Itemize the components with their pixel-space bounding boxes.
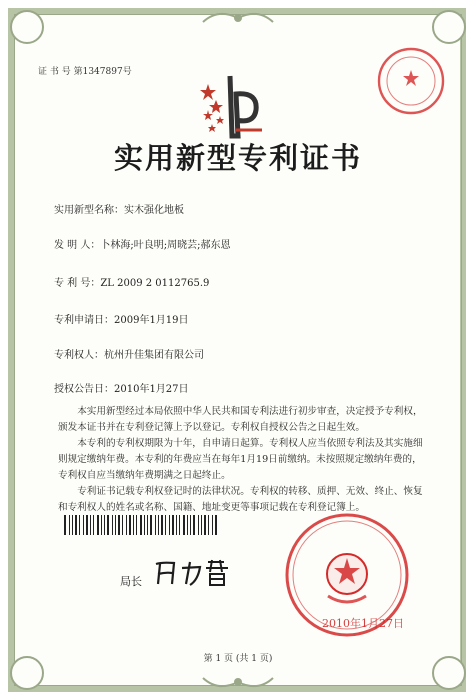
field-label: 发 明 人 [54, 240, 91, 251]
barcode-bar [79, 515, 80, 535]
barcode-bar [204, 515, 206, 535]
field-utility-model-name: 实用新型名称：实木强化地板 [54, 201, 184, 216]
barcode-bar [161, 515, 163, 535]
barcode-bar [183, 515, 185, 535]
barcode-bar [150, 515, 152, 535]
barcode-bar [86, 515, 88, 535]
barcode-bar [97, 515, 99, 535]
barcode-bar [198, 515, 199, 535]
bottom-ornament-icon [198, 672, 278, 692]
barcode-bar [208, 515, 209, 535]
barcode-bar [69, 515, 70, 535]
field-label: 专 利 号 [54, 278, 91, 289]
paragraph-term-and-fees: 本专利的专利权期限为十年，自申请日起算。专利权人应当依照专利法及其实施细则规定缴纳年费。本专利的年费应当在每年1月19日前缴纳。未按照规定缴纳年费的，专利权自应当缴纳年费期满之日起终止。 [58, 438, 423, 481]
barcode-bar [215, 515, 217, 535]
field-value: 实木强化地板 [124, 205, 184, 216]
barcode-bar [176, 515, 177, 535]
barcode-bar [179, 515, 180, 535]
corner-ornament-top-right [432, 10, 466, 44]
barcode-bar [104, 515, 105, 535]
barcode-bar [169, 515, 170, 535]
barcode-bar [165, 515, 166, 535]
field-grant-announcement-date: 授权公告日：2010年1月27日 [54, 380, 189, 395]
certified-copy-seal-icon [376, 46, 446, 116]
barcode-bar [64, 515, 66, 535]
field-label: 授权公告日 [54, 384, 104, 395]
field-value: ZL 2009 2 0112765.9 [100, 278, 210, 289]
field-value: 2009年1月19日 [114, 315, 189, 326]
field-application-date: 专利申请日：2009年1月19日 [54, 311, 189, 326]
field-inventors: 发 明 人：卜林海;叶良明;周晓芸;郝东恩 [54, 236, 230, 251]
barcode-bar [147, 515, 148, 535]
barcode-bar [187, 515, 188, 535]
barcode-bar [101, 515, 102, 535]
chief-title: 局长 [120, 575, 142, 588]
field-label: 专利申请日 [54, 315, 104, 326]
certificate-number-label: 证 书 号 [38, 67, 71, 77]
field-patentee: 专利权人：杭州升佳集团有限公司 [54, 346, 204, 361]
barcode-bar [107, 515, 109, 535]
barcode-bar [75, 515, 77, 535]
barcode-bar [115, 515, 116, 535]
barcode-image [62, 513, 222, 537]
certificate-number-value: 第1347897号 [73, 67, 132, 77]
barcode-bar [90, 515, 91, 535]
top-ornament-icon [198, 8, 278, 28]
barcode-bar [72, 515, 73, 535]
field-value: 2010年1月27日 [114, 384, 189, 395]
barcode-bar [212, 515, 213, 535]
field-patent-number: 专 利 号：ZL 2009 2 0112765.9 [54, 274, 209, 289]
barcode-bar [172, 515, 174, 535]
barcode-bar [126, 515, 127, 535]
field-value: 卜林海;叶良明;周晓芸;郝东恩 [100, 240, 231, 251]
paragraph-legal-status: 专利证书记载专利权登记时的法律状况。专利权的转移、质押、无效、终止、恢复和专利权人的姓名或名称、国籍、地址变更等事项记载在专利登记簿上。 [58, 486, 423, 513]
patent-office-emblem-icon [196, 64, 278, 146]
barcode-bar [136, 515, 137, 535]
barcode-bar [93, 515, 94, 535]
barcode-bar [112, 515, 113, 535]
barcode-bar [193, 515, 195, 535]
barcode-bar [201, 515, 202, 535]
field-label: 实用新型名称 [54, 205, 114, 216]
barcode-bar [83, 515, 84, 535]
paragraph-grant-decision: 本实用新型经过本局依照中华人民共和国专利法进行初步审查，决定授予专利权，颁发本证书并在专利登记簿上予以登记。专利权自授权公告之日起生效。 [58, 406, 423, 433]
barcode-bar [133, 515, 134, 535]
director-signature-icon [152, 558, 234, 588]
corner-ornament-top-left [10, 10, 44, 44]
page-indicator: 第 1 页 (共 1 页) [203, 654, 273, 664]
certificate-title: 实用新型专利证书 [113, 141, 362, 175]
barcode-bar [118, 515, 120, 535]
field-value: 杭州升佳集团有限公司 [104, 350, 204, 361]
issue-date: 2010年1月27日 [322, 617, 404, 630]
barcode-bar [155, 515, 156, 535]
barcode-bar [122, 515, 123, 535]
certificate-number [38, 64, 132, 77]
barcode-bar [140, 515, 142, 535]
barcode-bar [129, 515, 131, 535]
field-label: 专利权人 [54, 350, 94, 361]
barcode-bar [158, 515, 159, 535]
barcode-bar [144, 515, 145, 535]
barcode-bar [190, 515, 191, 535]
